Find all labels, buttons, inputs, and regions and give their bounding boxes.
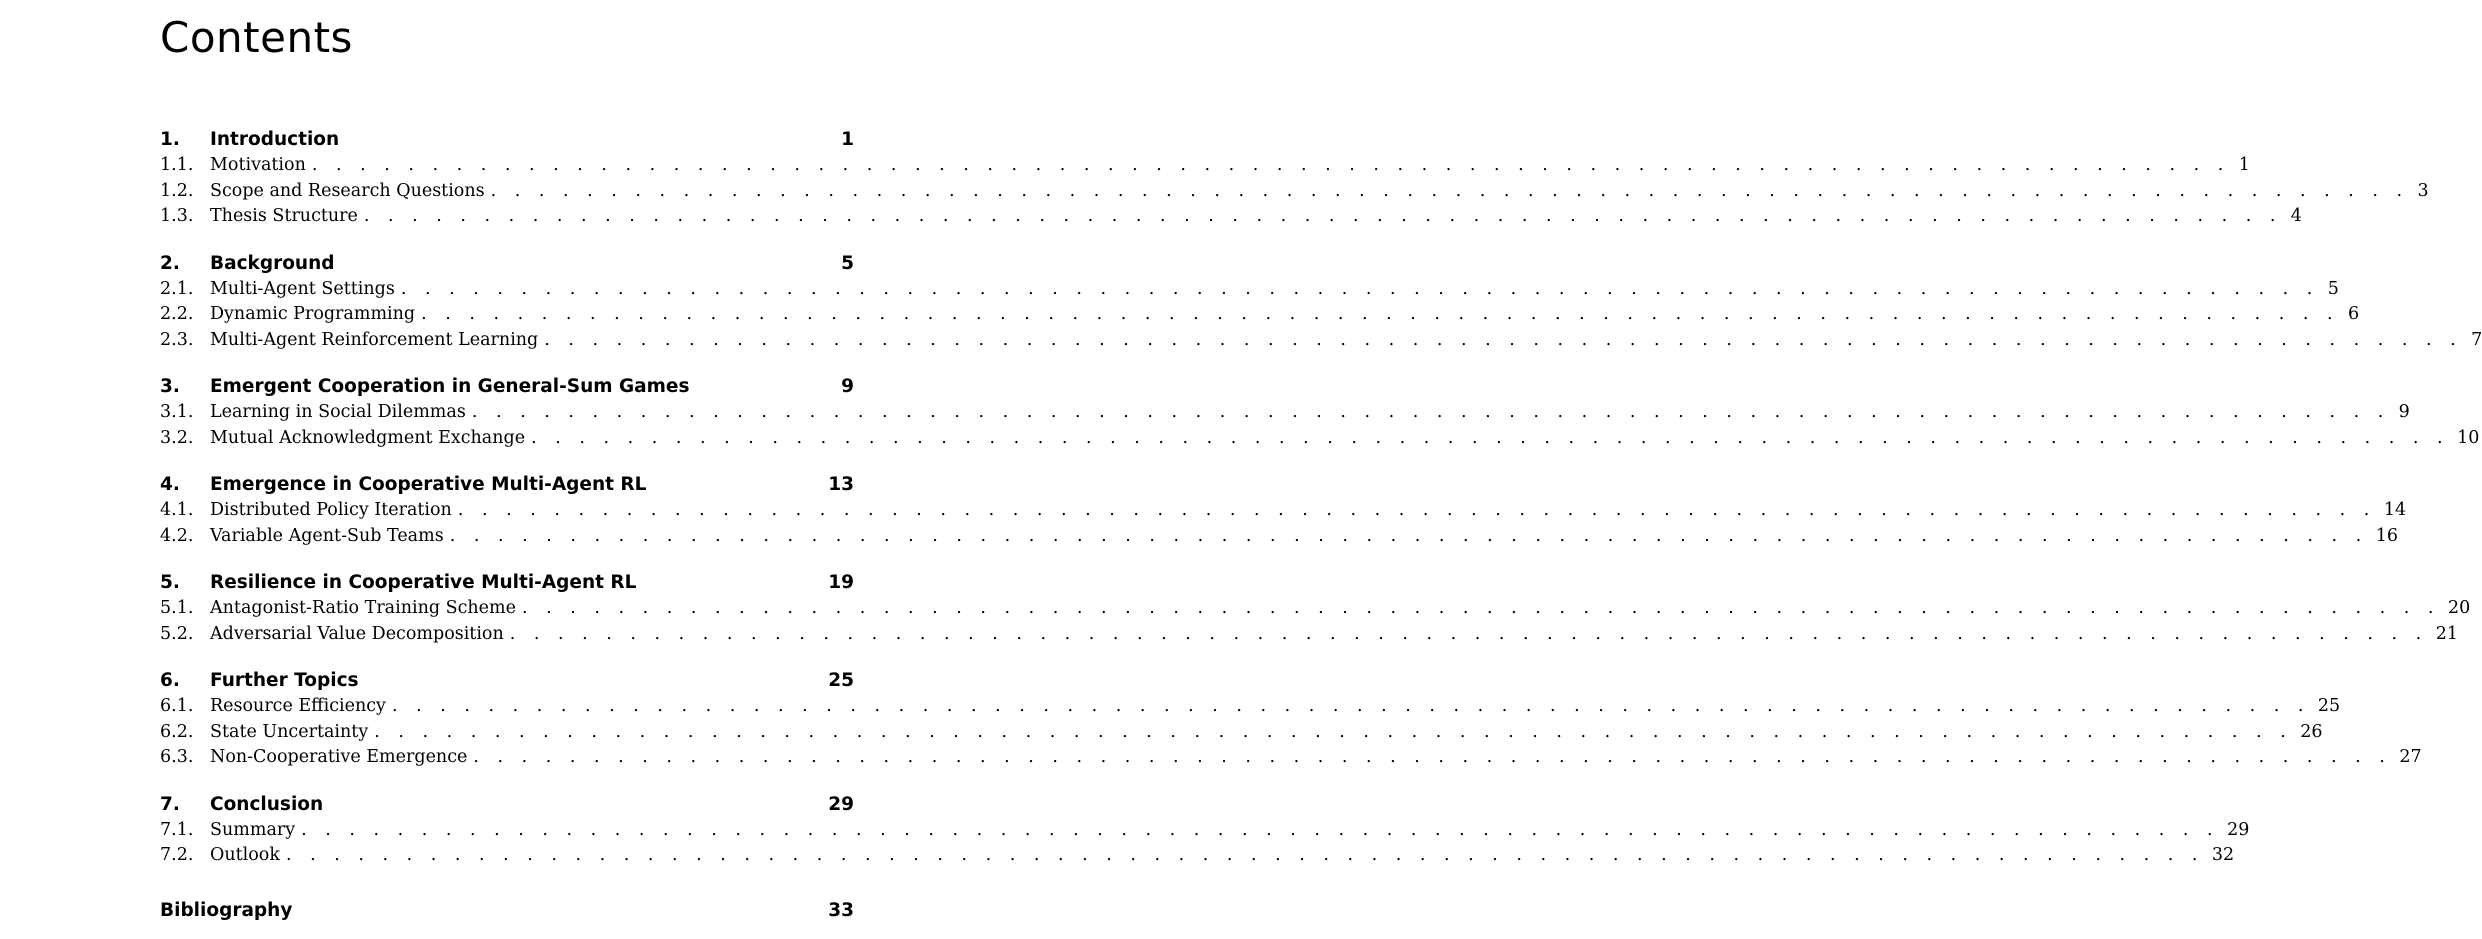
toc-chapter-heading[interactable]	[160, 127, 854, 153]
chapter-title: Emergence in Cooperative Multi-Agent RL	[210, 474, 647, 495]
section-title: Scope and Research Questions	[210, 180, 485, 201]
section-title: Distributed Policy Iteration	[210, 500, 452, 520]
chapter-number: 7.	[160, 793, 180, 815]
chapter-number: 5.	[160, 572, 180, 593]
chapter-list	[160, 127, 2482, 890]
section-title: Motivation	[210, 155, 306, 175]
section-page: 16	[2375, 525, 2398, 546]
toc-chapter-heading[interactable]	[160, 251, 854, 277]
chapter-number: 2.	[160, 252, 180, 274]
toc-section-entry[interactable]	[160, 426, 2480, 452]
toc-section-entry[interactable]	[160, 720, 2323, 746]
section-page: 3	[2417, 180, 2429, 201]
toc-chapter-heading[interactable]	[160, 668, 854, 694]
dot-leader: . . . . . . . . . . . . . . . . . . . . . . . . . . . . . . . . . . . . . . . . . . . . . . . . . . . . . . . . . . . . . . . . . . . . . . . . . . . . . . . .	[301, 819, 2220, 840]
section-title: Summary	[210, 819, 296, 840]
section-title: State Uncertainty	[210, 721, 369, 742]
section-number: 5.1.	[160, 598, 194, 618]
dot-leader: . . . . . . . . . . . . . . . . . . . . . . . . . . . . . . . . . . . . . . . . . . . . . . . . . . . . . . . . . . . . . . . . . . . . . . . . . . . . . . . .	[509, 623, 2428, 644]
chapter-page: 9	[841, 376, 854, 397]
bibliography-title: Bibliography	[160, 900, 293, 921]
chapter-title: Introduction	[210, 129, 340, 150]
section-title: Outlook	[210, 845, 280, 865]
section-page: 10	[2457, 427, 2480, 448]
toc-section-entry[interactable]	[160, 277, 2339, 303]
section-number: 2.1.	[160, 278, 194, 299]
chapter-number: 6.	[160, 670, 180, 691]
toc-section-entry[interactable]	[160, 179, 2429, 205]
toc-chapter	[160, 127, 2429, 230]
section-title: Variable Agent-Sub Teams	[210, 525, 444, 546]
section-number: 7.2.	[160, 845, 194, 865]
section-number: 2.3.	[160, 329, 194, 350]
toc-section-entry[interactable]	[160, 328, 2482, 354]
chapter-number: 3.	[160, 376, 180, 397]
section-page: 7	[2471, 329, 2482, 350]
dot-leader: . . . . . . . . . . . . . . . . . . . . . . . . . . . . . . . . . . . . . . . . . . . . . . . . . . . . . . . . . . . . . . . . . . . . . . . . . . . . . . . .	[457, 500, 2376, 520]
toc-section-entry[interactable]	[160, 153, 2250, 179]
section-page: 29	[2227, 819, 2250, 840]
toc-chapter-heading[interactable]	[160, 472, 854, 498]
toc-chapter	[160, 251, 2482, 354]
dot-leader: . . . . . . . . . . . . . . . . . . . . . . . . . . . . . . . . . . . . . . . . . . . . . . . . . . . . . . . . . . . . . . . . . . . . . . . . . . . . . . . .	[449, 525, 2368, 546]
dot-leader: . . . . . . . . . . . . . . . . . . . . . . . . . . . . . . . . . . . . . . . . . . . . . . . . . . . . . . . . . . . . . . . . . . . . . . . . . . . . . . . .	[363, 206, 2282, 226]
dot-leader: . . . . . . . . . . . . . . . . . . . . . . . . . . . . . . . . . . . . . . . . . . . . . . . . . . . . . . . . . . . . . . . . . . . . . . . . . . . . . . . .	[421, 304, 2340, 324]
chapter-number: 1.	[160, 129, 180, 150]
toc-chapter-heading[interactable]	[160, 792, 854, 818]
toc-section-entry[interactable]	[160, 745, 2422, 771]
section-page: 14	[2383, 500, 2407, 520]
section-page: 25	[2317, 696, 2341, 716]
section-title: Multi-Agent Settings	[210, 278, 395, 299]
section-number: 6.3.	[160, 747, 194, 767]
section-number: 6.2.	[160, 721, 194, 742]
chapter-title: Further Topics	[210, 670, 359, 691]
section-page: 21	[2435, 623, 2459, 644]
section-number: 1.3.	[160, 206, 194, 226]
chapter-page: 1	[841, 129, 854, 150]
toc-section-entry[interactable]	[160, 622, 2459, 648]
dot-leader: . . . . . . . . . . . . . . . . . . . . . . . . . . . . . . . . . . . . . . . . . . . . . . . . . . . . . . . . . . . . . . . . . . . . . . . . . . . . . . . .	[522, 598, 2440, 618]
chapter-page: 29	[828, 793, 854, 815]
section-title: Thesis Structure	[210, 206, 358, 226]
toc-chapter	[160, 792, 2250, 869]
dot-leader: . . . . . . . . . . . . . . . . . . . . . . . . . . . . . . . . . . . . . . . . . . . . . . . . . . . . . . . . . . . . . . . . . . . . . . . . . . . . . . . .	[311, 155, 2230, 175]
section-page: 26	[2300, 721, 2323, 742]
section-number: 6.1.	[160, 696, 194, 716]
toc-section-entry[interactable]	[160, 596, 2471, 622]
chapter-page: 13	[828, 474, 854, 495]
toc-chapter	[160, 472, 2407, 549]
bibliography-page: 33	[828, 900, 854, 921]
dot-leader: . . . . . . . . . . . . . . . . . . . . . . . . . . . . . . . . . . . . . . . . . . . . . . . . . . . . . . . . . . . . . . . . . . . . . . . . . . . . . . . .	[391, 696, 2310, 716]
toc-chapter	[160, 374, 2480, 451]
section-number: 2.2.	[160, 304, 194, 324]
section-title: Non-Cooperative Emergence	[210, 747, 468, 767]
toc-section-entry[interactable]	[160, 694, 2341, 720]
chapter-title: Resilience in Cooperative Multi-Agent RL	[210, 572, 637, 593]
section-number: 3.1.	[160, 402, 194, 422]
section-number: 4.1.	[160, 500, 194, 520]
section-title: Multi-Agent Reinforcement Learning	[210, 329, 539, 350]
section-page: 6	[2347, 304, 2360, 324]
section-page: 32	[2211, 845, 2235, 865]
toc-section-entry[interactable]	[160, 843, 2235, 869]
toc-section-entry[interactable]	[160, 400, 2410, 426]
toc-chapter-heading[interactable]	[160, 570, 854, 596]
dot-leader: . . . . . . . . . . . . . . . . . . . . . . . . . . . . . . . . . . . . . . . . . . . . . . . . . . . . . . . . . . . . . . . . . . . . . . . . . . . . . . . .	[471, 402, 2390, 422]
chapter-page: 25	[828, 670, 854, 691]
toc-section-entry[interactable]	[160, 818, 2250, 844]
toc-section-entry[interactable]	[160, 498, 2407, 524]
section-title: Adversarial Value Decomposition	[210, 623, 504, 644]
page-title: Contents	[160, 13, 353, 62]
section-title: Resource Efficiency	[210, 696, 386, 716]
chapter-title: Background	[210, 252, 335, 274]
toc-section-entry[interactable]	[160, 524, 2398, 550]
section-title: Antagonist-Ratio Training Scheme	[210, 598, 516, 618]
dot-leader: . . . . . . . . . . . . . . . . . . . . . . . . . . . . . . . . . . . . . . . . . . . . . . . . . . . . . . . . . . . . . . . . . . . . . . . . . . . . . . . .	[531, 427, 2450, 448]
section-number: 4.2.	[160, 525, 194, 546]
section-number: 1.2.	[160, 180, 194, 201]
section-number: 7.1.	[160, 819, 194, 840]
section-number: 5.2.	[160, 623, 194, 644]
section-page: 1	[2238, 155, 2250, 175]
dot-leader: . . . . . . . . . . . . . . . . . . . . . . . . . . . . . . . . . . . . . . . . . . . . . . . . . . . . . . . . . . . . . . . . . . . . . . . . . . . . . . . .	[374, 721, 2293, 742]
dot-leader: . . . . . . . . . . . . . . . . . . . . . . . . . . . . . . . . . . . . . . . . . . . . . . . . . . . . . . . . . . . . . . . . . . . . . . . . . . . . . . . .	[400, 278, 2319, 299]
chapter-number: 4.	[160, 474, 180, 495]
toc-section-entry[interactable]	[160, 302, 2360, 328]
section-number: 3.2.	[160, 427, 194, 448]
toc-chapter	[160, 668, 2422, 771]
dot-leader: . . . . . . . . . . . . . . . . . . . . . . . . . . . . . . . . . . . . . . . . . . . . . . . . . . . . . . . . . . . . . . . . . . . . . . . . . . . . . . . .	[490, 180, 2409, 201]
chapter-title: Emergent Cooperation in General-Sum Games	[210, 376, 690, 397]
section-page: 20	[2447, 598, 2471, 618]
toc-bibliography[interactable]	[160, 898, 854, 924]
section-title: Mutual Acknowledgment Exchange	[210, 427, 526, 448]
toc-chapter-heading[interactable]	[160, 374, 854, 400]
dot-leader: . . . . . . . . . . . . . . . . . . . . . . . . . . . . . . . . . . . . . . . . . . . . . . . . . . . . . . . . . . . . . . . . . . . . . . . . . . . . . . . .	[285, 845, 2204, 865]
toc-section-entry[interactable]	[160, 204, 2302, 230]
section-page: 5	[2327, 278, 2339, 299]
section-number: 1.1.	[160, 155, 194, 175]
section-page: 27	[2399, 747, 2422, 767]
toc-chapter	[160, 570, 2471, 647]
chapter-title: Conclusion	[210, 793, 324, 815]
section-page: 4	[2290, 206, 2302, 226]
section-title: Dynamic Programming	[210, 304, 416, 324]
chapter-page: 5	[841, 252, 854, 274]
chapter-page: 19	[828, 572, 854, 593]
dot-leader: . . . . . . . . . . . . . . . . . . . . . . . . . . . . . . . . . . . . . . . . . . . . . . . . . . . . . . . . . . . . . . . . . . . . . . . . . . . . . . . .	[544, 329, 2463, 350]
section-title: Learning in Social Dilemmas	[210, 402, 466, 422]
section-page: 9	[2398, 402, 2410, 422]
dot-leader: . . . . . . . . . . . . . . . . . . . . . . . . . . . . . . . . . . . . . . . . . . . . . . . . . . . . . . . . . . . . . . . . . . . . . . . . . . . . . . . .	[473, 747, 2392, 767]
